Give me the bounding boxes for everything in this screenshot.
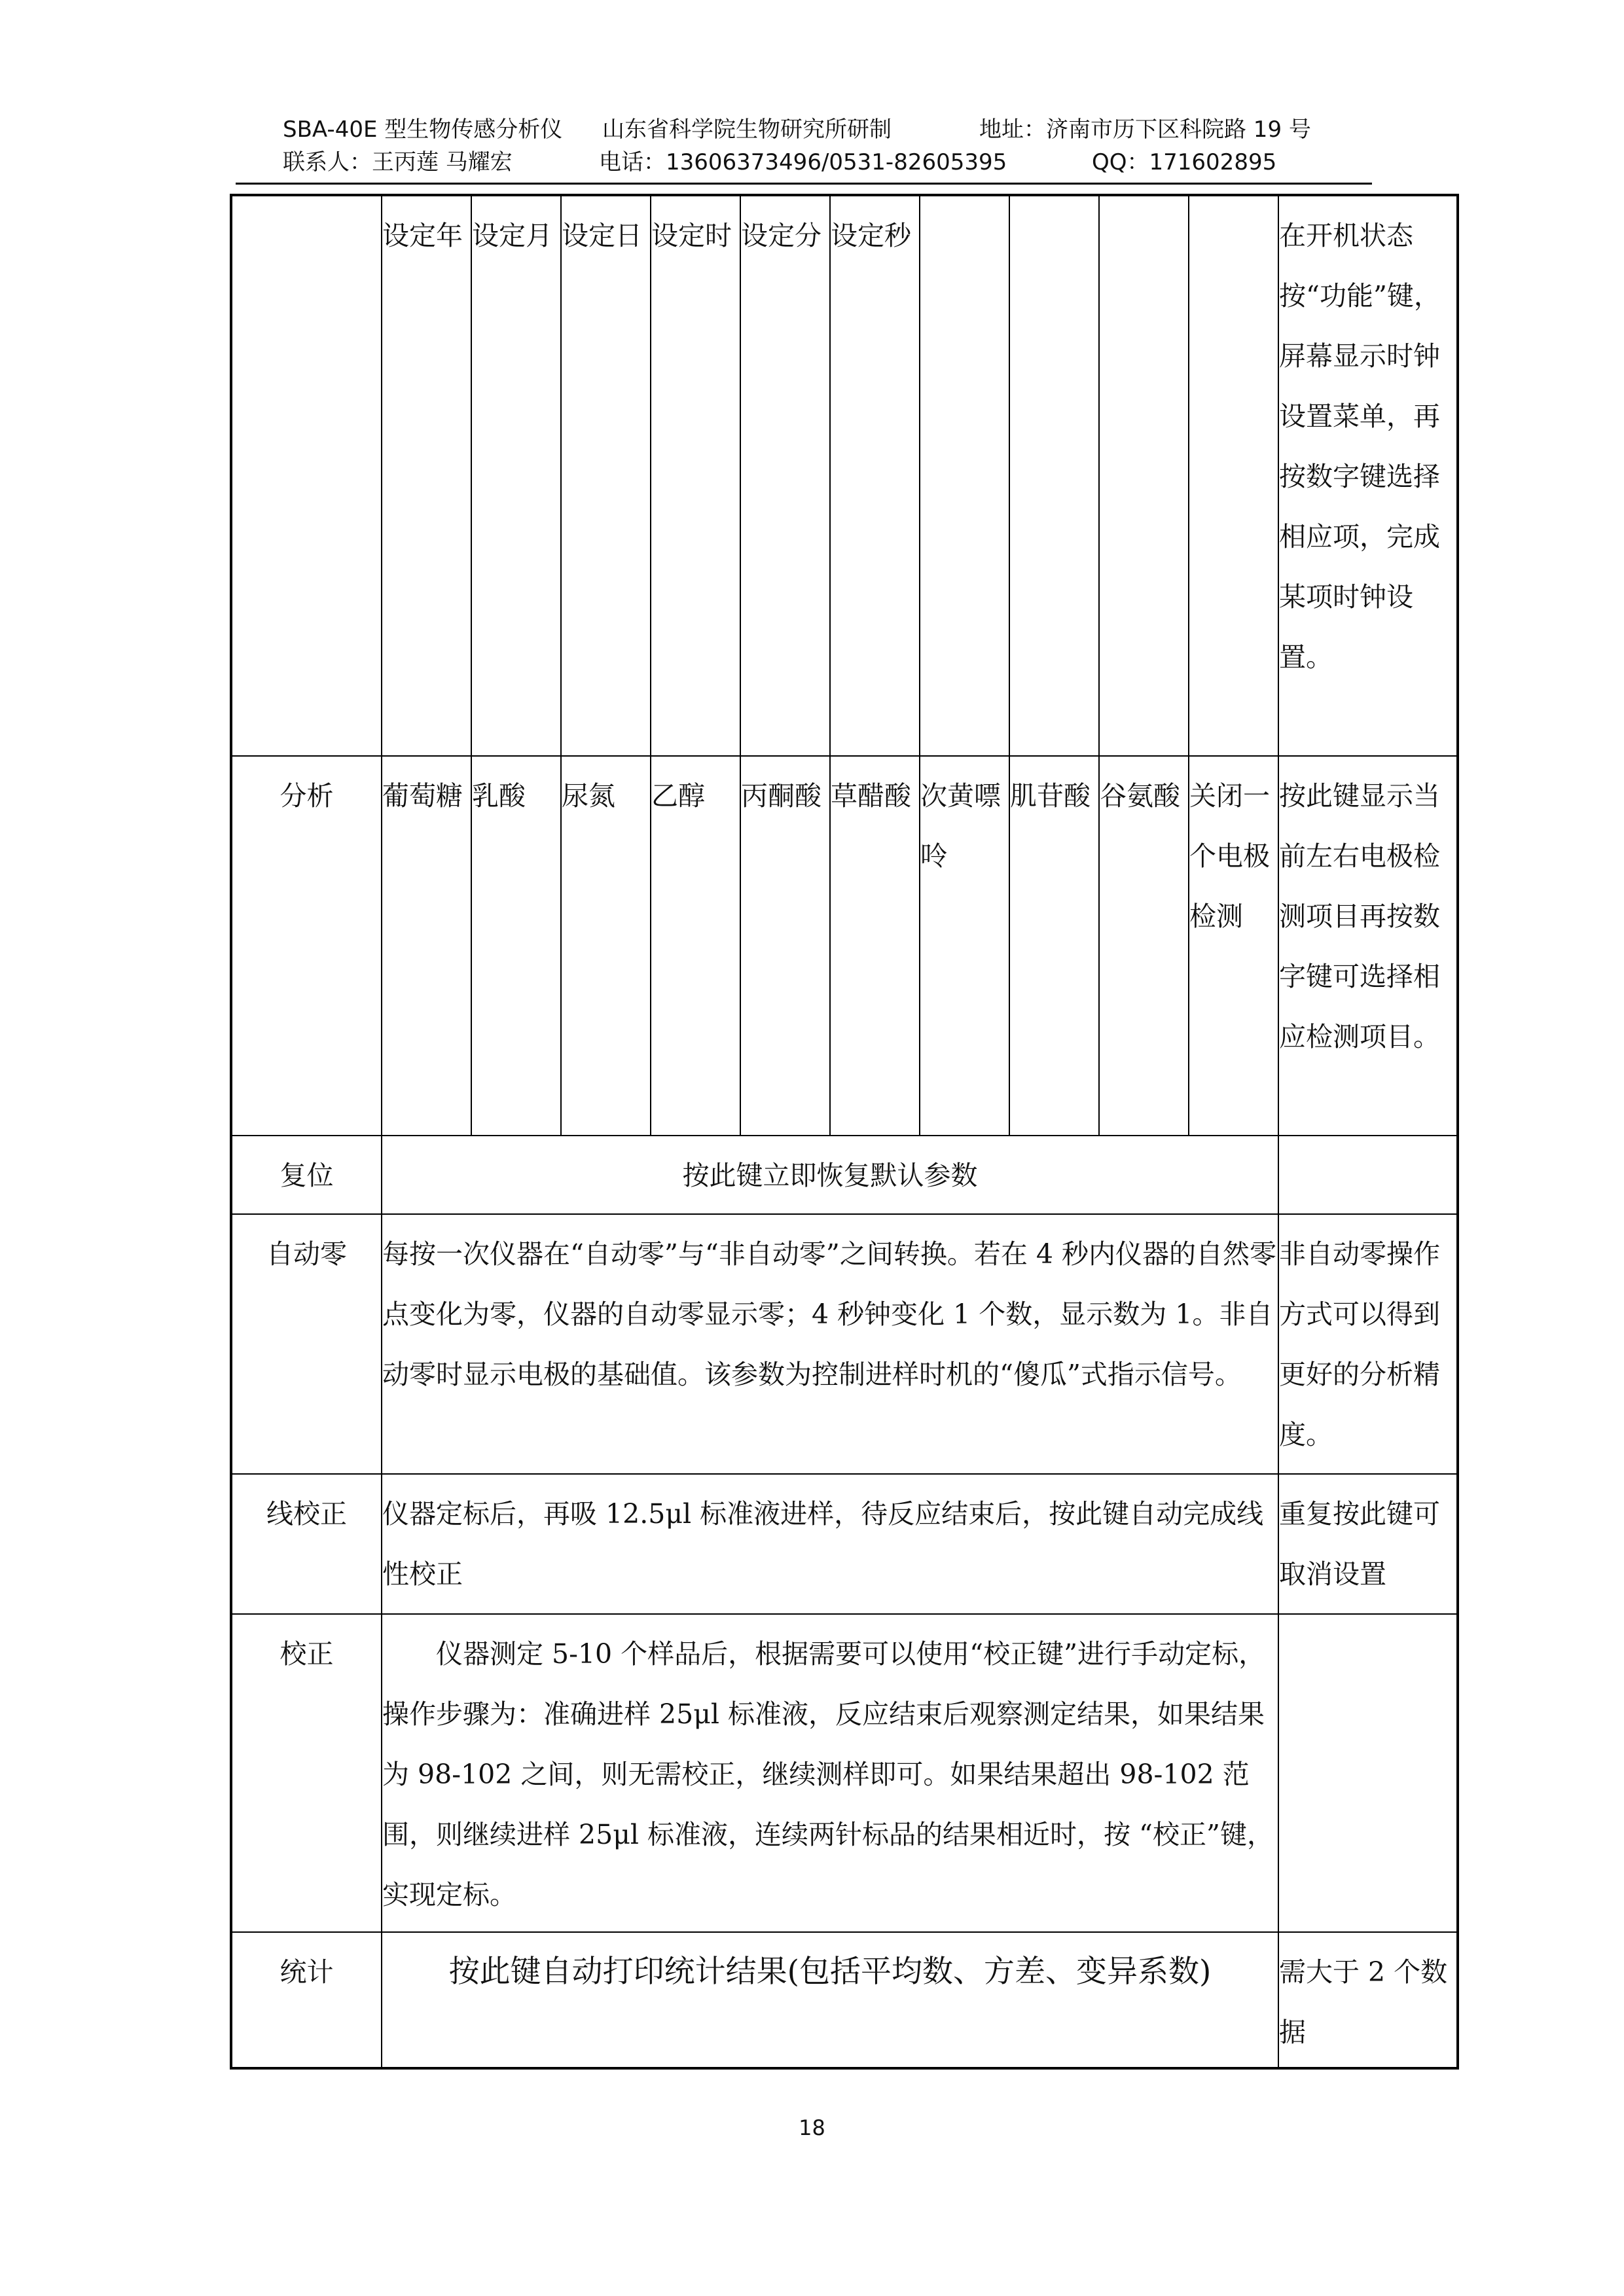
row-label-statistics: 统计 [231,1932,382,2068]
table-row-statistics [231,1932,1458,2068]
row-desc-autozero: 每按一次仪器在“自动零”与“非自动零”之间转换。若在 4 秒内仪器的自然零点变化为零，仪器的自动零显示零；4 秒钟变化 1 个数，显示数为 1。非自动零时显示电极的基础值。该参数为控制进样时机的“傻瓜”式指示信号。 [382,1214,1278,1474]
analyte-lactic-acid: 乳酸 [471,756,561,1136]
option-cell: 设定秒 [830,195,920,756]
row-desc-linear: 仪器定标后，再吸 12.5μl 标准液进样，待反应结束后，按此键自动完成线性校正 [382,1474,1278,1614]
option-cell: 设定分 [740,195,830,756]
table-row-clock [231,195,1458,756]
row-note-autozero: 非自动零操作方式可以得到更好的分析精度。 [1278,1214,1458,1474]
analyte-close-electrode: 关闭一个电极检测 [1189,756,1278,1136]
analyte-oxaloacetate: 草醋酸 [830,756,920,1136]
header-divider [236,183,1372,185]
row-note-statistics: 需大于 2 个数据 [1278,1932,1458,2068]
row-label-autozero: 自动零 [231,1214,382,1474]
header-phone: 电话：13606373496/0531-82605395 [599,149,1007,175]
analyte-pyruvate: 丙酮酸 [740,756,830,1136]
option-cell: 设定年 [382,195,471,756]
analyte-urea: 尿氮 [561,756,651,1136]
option-cell: 设定月 [471,195,561,756]
row-label-analysis: 分析 [231,756,382,1136]
analyte-glucose: 葡萄糖 [382,756,471,1136]
function-key-table [230,194,1459,2070]
row-note-calibration [1278,1614,1458,1932]
row-note-linear: 重复按此键可取消设置 [1278,1474,1458,1614]
analyte-glutamic-acid: 谷氨酸 [1099,756,1189,1136]
row-desc-calibration: 仪器测定 5-10 个样品后，根据需要可以使用“校正键”进行手动定标，操作步骤为：准确进样 25μl 标准液，反应结束后观察测定结果，如果结果为 98-102 之间，则无需校正，继续测样即可。如果结果超出 98-102 范围，则继续进样 25μl 标准液，连续两针标品的结果相近时，按 “校正”键，实现定标。 [382,1614,1278,1932]
header-address: 地址：济南市历下区科院路 19 号 [979,117,1311,143]
row-note-clock: 在开机状态按“功能”键，屏幕显示时钟设置菜单，再按数字键选择相应项，完成某项时钟设置。 [1278,195,1458,756]
header-qq: QQ：171602895 [1092,149,1277,175]
row-label-reset: 复位 [231,1136,382,1214]
option-cell: 设定日 [561,195,651,756]
table-row-analysis [231,756,1458,1136]
row-desc-reset: 按此键立即恢复默认参数 [382,1136,1278,1214]
row-label-clock [231,195,382,756]
table-row-linear [231,1474,1458,1614]
row-note-reset [1278,1136,1458,1214]
row-label-linear: 线校正 [231,1474,382,1614]
table-row-autozero [231,1214,1458,1474]
header-institute: 山东省科学院生物研究所研制 [602,117,892,143]
row-desc-statistics: 按此键自动打印统计结果(包括平均数、方差、变异系数) [382,1932,1278,2068]
option-cell [1189,195,1278,756]
option-cell [920,195,1009,756]
row-label-calibration: 校正 [231,1614,382,1932]
table-row-calibration [231,1614,1458,1932]
option-cell [1009,195,1099,756]
row-note-analysis: 按此键显示当前左右电极检测项目再按数字键可选择相应检测项目。 [1278,756,1458,1136]
analyte-inosinic-acid: 肌苷酸 [1009,756,1099,1136]
analyte-ethanol: 乙醇 [651,756,740,1136]
option-cell [1099,195,1189,756]
table-row-reset [231,1136,1458,1214]
analyte-hypoxanthine: 次黄嘌呤 [920,756,1009,1136]
option-cell: 设定时 [651,195,740,756]
header-contact: 联系人：王丙莲 马耀宏 [283,149,513,175]
header-product: SBA-40E 型生物传感分析仪 [283,117,563,143]
page-number: 18 [799,2115,825,2140]
